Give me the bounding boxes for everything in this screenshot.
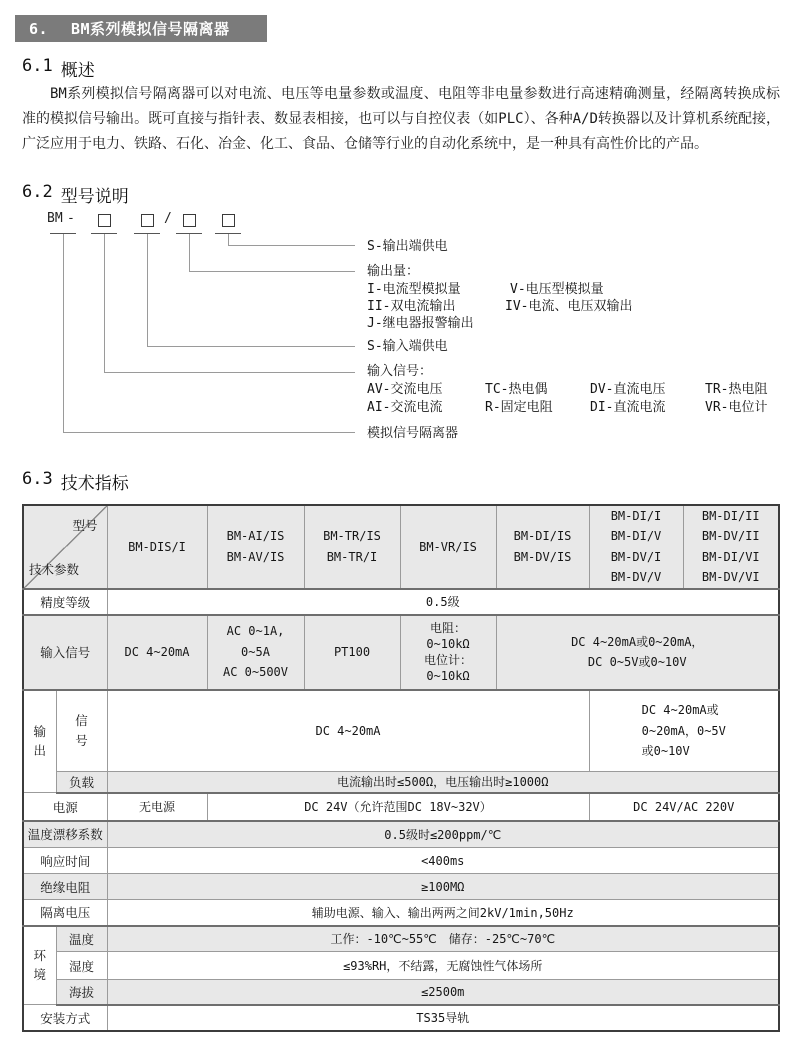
heading-specs-number: 6.3 xyxy=(22,469,53,489)
temperature-value: 工作：-10℃~55℃ 储存：-25℃~70℃ xyxy=(107,926,779,952)
row-power xyxy=(23,793,779,821)
heading-overview-title: 概述 xyxy=(60,61,95,81)
input-dc-cell: DC 4~20mA xyxy=(107,615,207,690)
humidity-value: ≤93%RH，不结露，无腐蚀性气体场所 xyxy=(107,952,779,980)
model-label-output-iv: IV-电流、电压双输出 xyxy=(505,299,633,314)
model-label-input-power: S-输入端供电 xyxy=(367,339,448,354)
output-signal-value: DC 4~20mA xyxy=(107,690,589,772)
section-number: 6. xyxy=(29,19,49,38)
row-input-signal xyxy=(23,615,779,690)
model-code-prefix: BM xyxy=(47,211,63,226)
output-signal-right: DC 4~20mA或 0~20mA，0~5V 或0~10V xyxy=(589,690,779,772)
row-env-humidity xyxy=(23,952,779,980)
corner-label-model: 型号 xyxy=(72,518,98,533)
heading-model-number: 6.2 xyxy=(22,182,53,202)
connector-vline-box-2 xyxy=(147,234,148,346)
row-drift xyxy=(23,821,779,848)
model-label-output-power: S-输出端供电 xyxy=(367,239,448,254)
connector-hline-box-2 xyxy=(147,346,355,347)
row-output-signal xyxy=(23,690,779,772)
row-label-load: 负载 xyxy=(56,772,107,793)
connector-hline-box-1 xyxy=(104,372,355,373)
input-resistor-cell: 电阻： 0~10kΩ 电位计： 0~10kΩ xyxy=(400,615,496,690)
row-output-load xyxy=(23,772,779,793)
model-col-1: BM-DIS/I xyxy=(107,505,207,589)
altitude-value: ≤2500m xyxy=(107,980,779,1005)
connector-hline-prefix xyxy=(63,432,355,433)
model-code-box-2 xyxy=(141,214,154,227)
model-code-box-4 xyxy=(222,214,235,227)
model-label-input-tr: TR-热电阻 xyxy=(705,382,768,397)
connector-hline-box-4 xyxy=(228,245,355,246)
model-label-input-ai: AI-交流电流 xyxy=(367,400,443,415)
response-value: <400ms xyxy=(107,848,779,874)
model-label-input-title: 输入信号： xyxy=(367,364,433,379)
connector-vline-prefix xyxy=(63,234,64,432)
model-label-output-j: J-继电器报警输出 xyxy=(367,316,474,331)
row-label-power: 电源 xyxy=(23,793,107,821)
power-dc24-cell: DC 24V（允许范围DC 18V~32V） xyxy=(207,793,589,821)
page-title-bar xyxy=(15,15,267,42)
row-label-signal: 信号 xyxy=(56,690,107,772)
model-code-box-3 xyxy=(183,214,196,227)
heading-specs-title: 技术指标 xyxy=(60,474,129,494)
model-code-dash: - xyxy=(67,211,75,226)
model-label-input-vr: VR-电位计 xyxy=(705,400,768,415)
corner-label-params: 技术参数 xyxy=(29,562,80,578)
heading-model-title: 型号说明 xyxy=(60,187,129,207)
power-none-cell: 无电源 xyxy=(107,793,207,821)
group-label-output: 输出 xyxy=(23,690,56,793)
model-label-input-tc: TC-热电偶 xyxy=(485,382,548,397)
input-ac-cell: AC 0~1A, 0~5A AC 0~500V xyxy=(207,615,304,690)
row-label-drift: 温度漂移系数 xyxy=(23,821,107,848)
row-label-isolation: 隔离电压 xyxy=(23,900,107,926)
row-isolation xyxy=(23,900,779,926)
connector-vline-box-4 xyxy=(228,234,229,245)
mounting-value: TS35导轨 xyxy=(107,1005,779,1031)
insulation-value: ≥100MΩ xyxy=(107,874,779,900)
model-col-5: BM-DI/IS BM-DV/IS xyxy=(496,505,589,589)
row-label-input-signal: 输入信号 xyxy=(23,615,107,690)
output-load-value: 电流输出时≤500Ω，电压输出时≥1000Ω xyxy=(107,772,779,793)
accuracy-value: 0.5级 xyxy=(107,589,779,615)
row-label-mounting: 安装方式 xyxy=(23,1005,107,1031)
row-label-altitude: 海拔 xyxy=(56,980,107,1005)
model-code-diagram xyxy=(0,205,800,457)
specs-table xyxy=(22,504,780,1032)
model-label-output-i: I-电流型模拟量 xyxy=(367,282,461,297)
connector-vline-box-1 xyxy=(104,234,105,372)
heading-specs xyxy=(22,469,129,494)
row-env-temperature xyxy=(23,926,779,952)
input-universal-cell: DC 4~20mA或0~20mA， DC 0~5V或0~10V xyxy=(496,615,779,690)
row-label-response: 响应时间 xyxy=(23,848,107,874)
isolation-value: 辅助电源、输入、输出两两之间2kV/1min,50Hz xyxy=(107,900,779,926)
connector-hline-box-3 xyxy=(189,271,355,272)
heading-model xyxy=(22,182,129,207)
row-mounting xyxy=(23,1005,779,1031)
model-label-input-av: AV-交流电压 xyxy=(367,382,443,397)
connector-vline-box-3 xyxy=(189,234,190,271)
model-label-output-ii: II-双电流输出 xyxy=(367,299,456,314)
model-col-3: BM-TR/IS BM-TR/I xyxy=(304,505,400,589)
model-code-slash: / xyxy=(164,211,172,226)
row-label-temperature: 温度 xyxy=(56,926,107,952)
table-header-row xyxy=(23,505,779,589)
model-label-input-r: R-固定电阻 xyxy=(485,400,553,415)
row-response xyxy=(23,848,779,874)
row-insulation xyxy=(23,874,779,900)
model-label-output-v: V-电压型模拟量 xyxy=(510,282,604,297)
corner-cell xyxy=(23,505,107,589)
power-universal-cell: DC 24V/AC 220V xyxy=(589,793,779,821)
group-label-environment: 环境 xyxy=(23,926,56,1005)
heading-overview xyxy=(22,56,95,81)
model-label-output-title: 输出量： xyxy=(367,264,420,279)
row-label-accuracy: 精度等级 xyxy=(23,589,107,615)
model-col-6: BM-DI/I BM-DI/V BM-DV/I BM-DV/V xyxy=(589,505,683,589)
heading-overview-number: 6.1 xyxy=(22,56,53,76)
overview-paragraph: BM系列模拟信号隔离器可以对电流、电压等电量参数或温度、电阻等非电量参数进行高速精确测量，经隔离转换成标准的模拟信号输出。既可直接与指针表、数显表相接，也可以与自控仪表（如PLC）、各种A/D转换器以及计算机系统配接，广泛应用于电力、铁路、石化、冶金、化工、食品、仓储等行业的自动化系统中，是一种具有高性价比的产品。 xyxy=(22,86,780,152)
model-label-input-di: DI-直流电流 xyxy=(590,400,666,415)
row-label-insulation: 绝缘电阻 xyxy=(23,874,107,900)
row-accuracy xyxy=(23,589,779,615)
model-label-input-dv: DV-直流电压 xyxy=(590,382,666,397)
row-label-humidity: 湿度 xyxy=(56,952,107,980)
model-col-2: BM-AI/IS BM-AV/IS xyxy=(207,505,304,589)
row-env-altitude xyxy=(23,980,779,1005)
model-col-4: BM-VR/IS xyxy=(400,505,496,589)
model-code-box-1 xyxy=(98,214,111,227)
model-col-7: BM-DI/II BM-DV/II BM-DI/VI BM-DV/VI xyxy=(683,505,779,589)
page-title: BM系列模拟信号隔离器 xyxy=(71,20,230,38)
input-rtd-cell: PT100 xyxy=(304,615,400,690)
model-label-isolator: 模拟信号隔离器 xyxy=(367,426,459,441)
drift-value: 0.5级时≤200ppm/℃ xyxy=(107,821,779,848)
